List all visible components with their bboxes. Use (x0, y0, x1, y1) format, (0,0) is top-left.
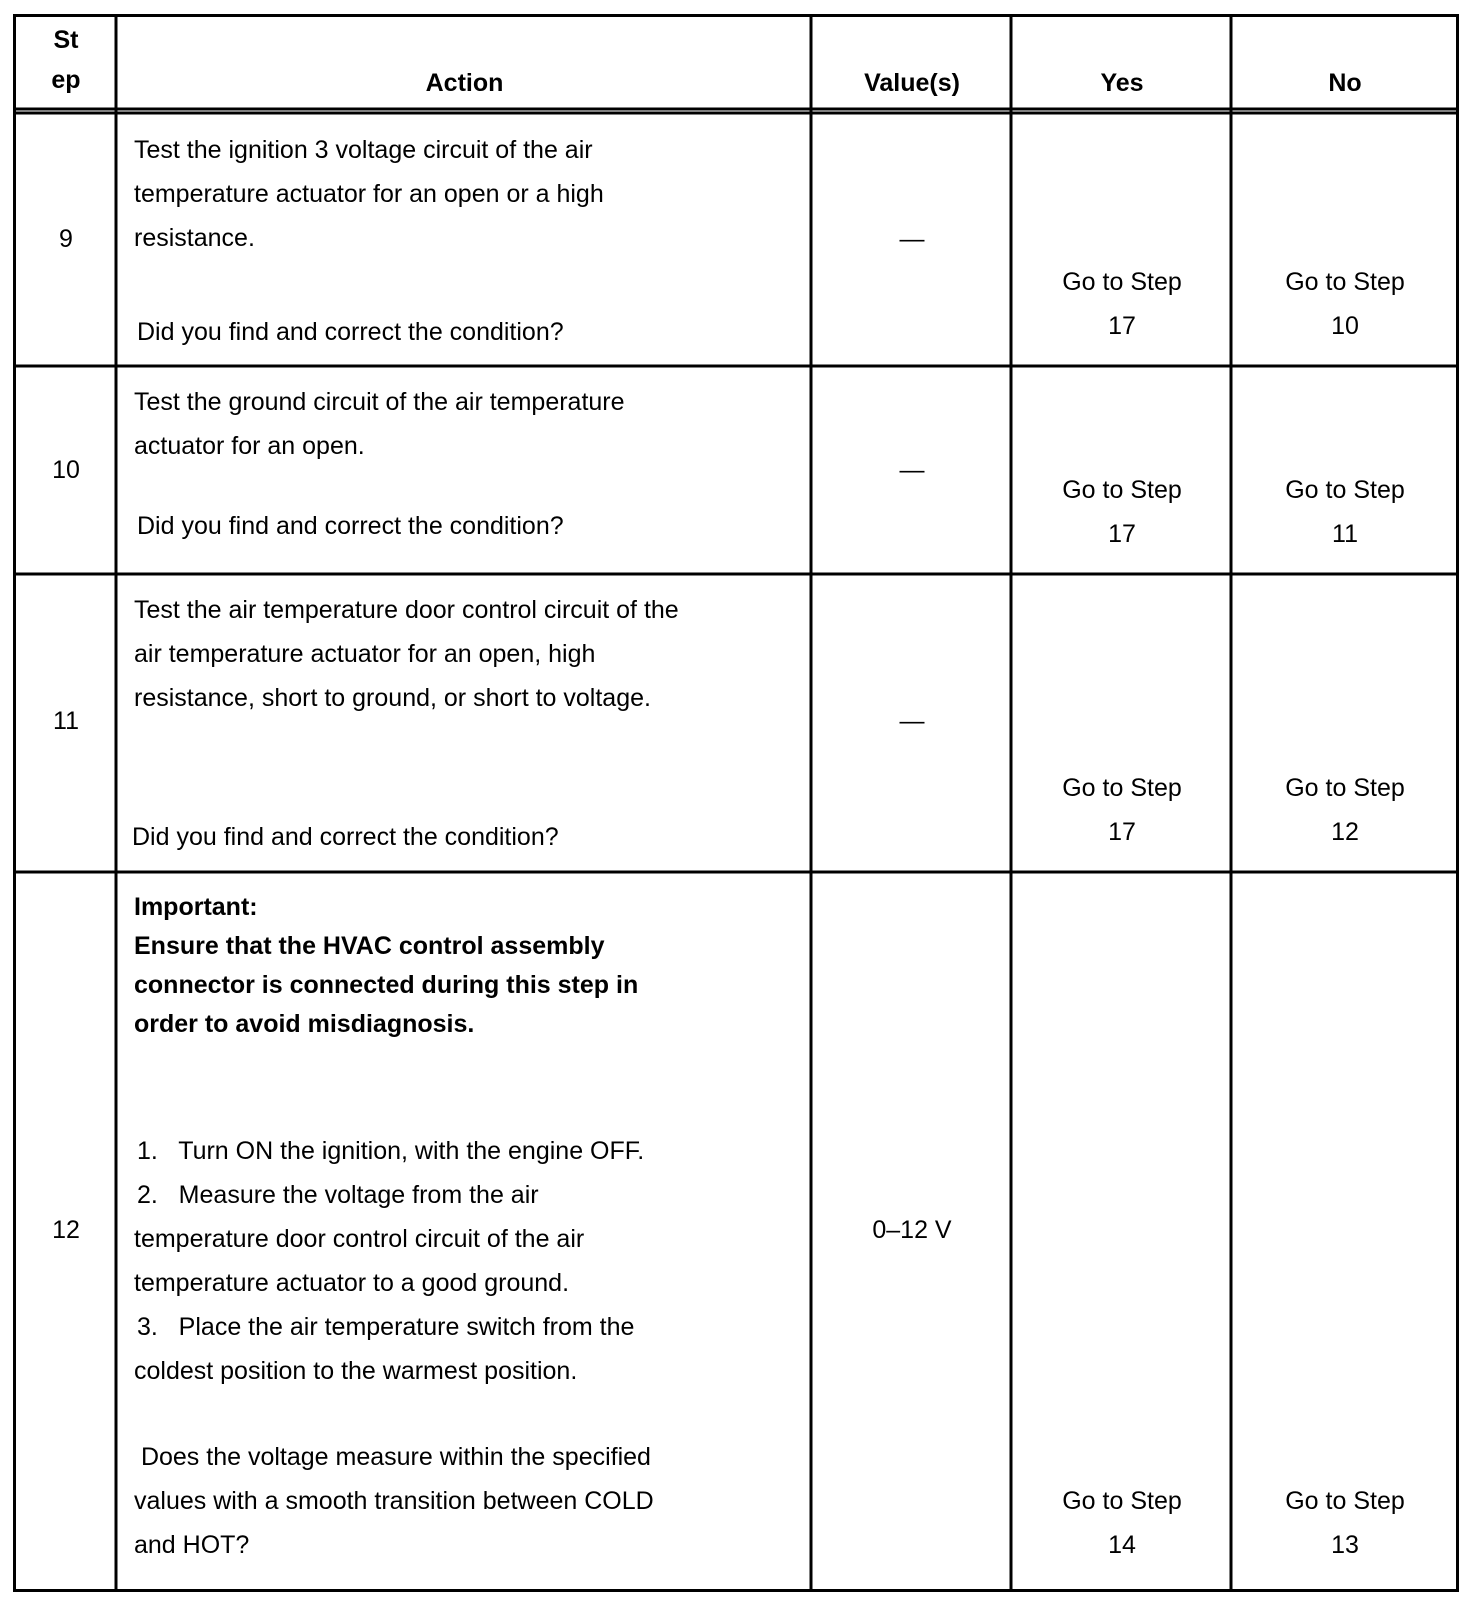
yes-cell (1013, 260, 1231, 348)
no-goto-label: Go to Step (1285, 268, 1405, 296)
procedure-line: temperature actuator to a good ground. (134, 1269, 570, 1297)
no-goto-step: 11 (1332, 520, 1358, 548)
value-cell: — (899, 456, 925, 484)
important-line: connector is connected during this step in (134, 971, 639, 999)
value-cell: 0–12 V (872, 1216, 952, 1244)
action-question: Did you find and correct the condition? (137, 512, 564, 540)
important-note (134, 888, 638, 1044)
value-cell: — (899, 225, 925, 253)
yes-goto-step: 14 (1108, 1531, 1136, 1559)
action-line: resistance. (134, 224, 255, 252)
step-number: 10 (52, 456, 80, 484)
procedure-line: coldest position to the warmest position. (134, 1357, 578, 1385)
action-line: temperature actuator for an open or a high (134, 180, 604, 208)
important-label: Important: (134, 893, 258, 921)
action-question: Did you find and correct the condition? (132, 823, 559, 851)
action-line: Test the air temperature door control circuit of the (134, 596, 679, 624)
yes-cell (1013, 766, 1231, 854)
action-question: Does the voltage measure within the specified (134, 1443, 651, 1471)
yes-cell (1013, 468, 1231, 556)
no-goto-step: 13 (1331, 1531, 1359, 1559)
value-cell: — (899, 707, 925, 735)
important-line: order to avoid misdiagnosis. (134, 1010, 475, 1038)
procedure-line: 1. Turn ON the ignition, with the engine OFF. (137, 1137, 645, 1165)
yes-cell (1013, 1479, 1231, 1567)
no-cell (1233, 260, 1457, 348)
no-goto-label: Go to Step (1285, 774, 1405, 802)
header-no: No (1328, 69, 1362, 97)
action-line: Test the ground circuit of the air temperature (134, 388, 625, 416)
yes-goto-label: Go to Step (1062, 476, 1182, 504)
no-goto-label: Go to Step (1285, 1487, 1405, 1515)
step-number: 11 (53, 707, 79, 735)
header-step-line2: ep (51, 66, 81, 94)
step-number: 12 (52, 1216, 80, 1244)
no-goto-label: Go to Step (1285, 476, 1405, 504)
header-yes: Yes (1100, 69, 1144, 97)
action-line: Test the ignition 3 voltage circuit of the air (134, 136, 593, 164)
yes-goto-label: Go to Step (1062, 1487, 1182, 1515)
important-line: Ensure that the HVAC control assembly (134, 932, 605, 960)
yes-goto-label: Go to Step (1062, 774, 1182, 802)
header-step-line1: St (53, 26, 79, 54)
yes-goto-step: 17 (1108, 312, 1136, 340)
header-action: Action (425, 69, 504, 97)
step-number: 9 (59, 225, 73, 253)
action-line: actuator for an open. (134, 432, 365, 460)
yes-goto-step: 17 (1108, 520, 1136, 548)
no-cell (1233, 1479, 1457, 1567)
procedure-line: 3. Place the air temperature switch from the (137, 1313, 635, 1341)
header-values: Value(s) (864, 69, 960, 97)
header-step (16, 20, 116, 100)
action-line: air temperature actuator for an open, high (134, 640, 596, 668)
procedure-line: temperature door control circuit of the air (134, 1225, 585, 1253)
no-goto-step: 12 (1331, 818, 1359, 846)
yes-goto-label: Go to Step (1062, 268, 1182, 296)
yes-goto-step: 17 (1108, 818, 1136, 846)
no-cell (1233, 468, 1457, 556)
no-goto-step: 10 (1331, 312, 1359, 340)
procedure-line: 2. Measure the voltage from the air (137, 1181, 539, 1209)
no-cell (1233, 766, 1457, 854)
action-question: values with a smooth transition between COLD (134, 1487, 654, 1515)
action-question: and HOT? (134, 1531, 250, 1559)
action-question: Did you find and correct the condition? (137, 318, 564, 346)
action-line: resistance, short to ground, or short to voltage. (134, 684, 651, 712)
